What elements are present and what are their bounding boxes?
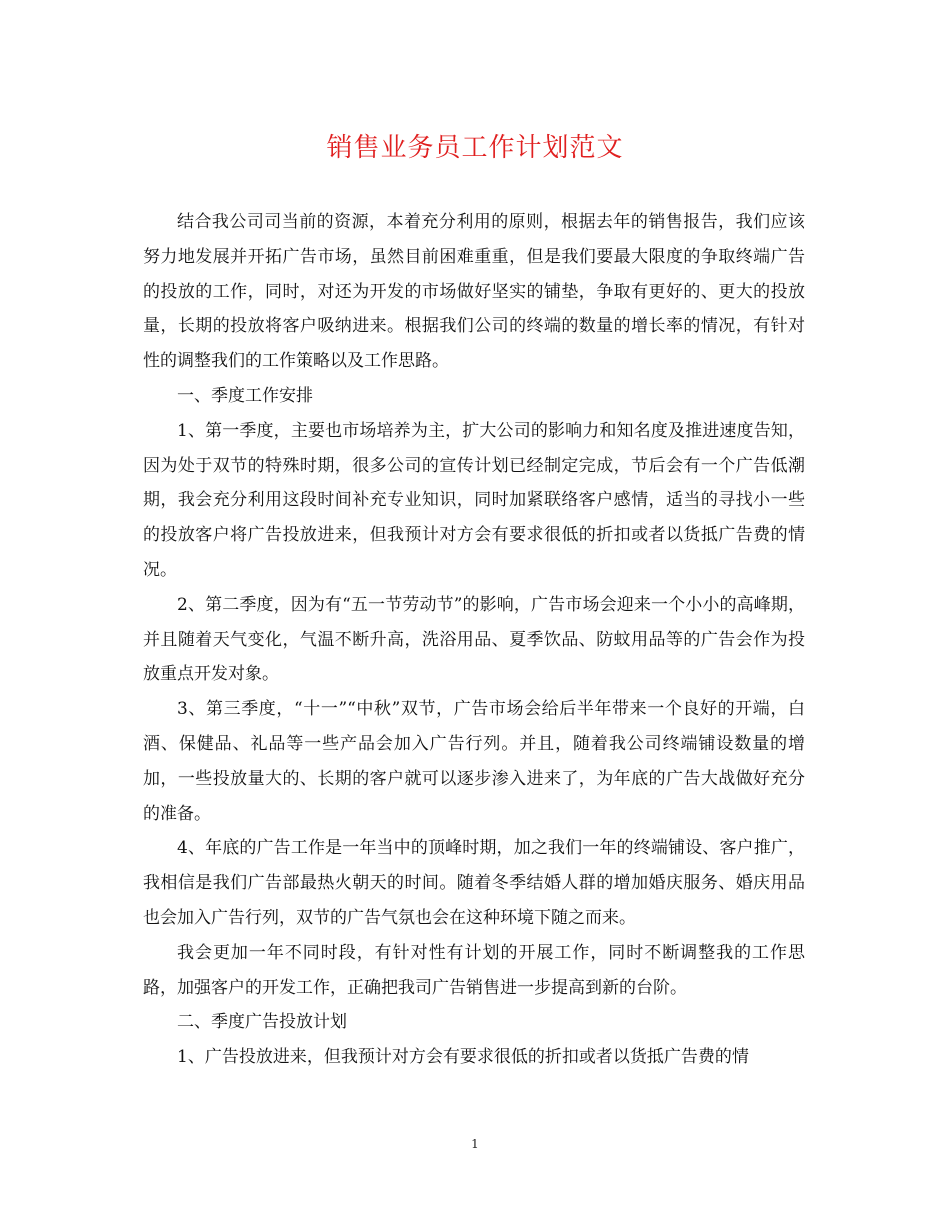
paragraph-third-quarter: 3、第三季度，“十一”“中秋”双节，广告市场会给后半年带来一个良好的开端，白酒、保健品、礼品等一些产品会加入广告行列。并且，随着我公司终端铺设数量的增加，一些投放量大的、长期的客户就可以逐步渗入进来了，为年底的广告大战做好充分的准备。	[143, 699, 805, 824]
paragraph-ad-plan-item-1: 1、广告投放进来，但我预计对方会有要求很低的折扣或者以货抵广告费的情	[177, 1047, 749, 1068]
section-heading-ad-plan: 二、季度广告投放计划	[177, 1012, 347, 1033]
paragraph-summary: 我会更加一年不同时段，有针对性有计划的开展工作，同时不断调整我的工作思路，加强客户的开发工作，正确把我司广告销售进一步提高到新的台阶。	[143, 942, 805, 998]
paragraph-first-quarter: 1、第一季度，主要也市场培养为主，扩大公司的影响力和知名度及推进速度告知，因为处于双节的特殊时期，很多公司的宣传计划已经制定完成，节后会有一个广告低潮期，我会充分利用这段时间补充专业知识，同时加紧联络客户感情，适当的寻找小一些的投放客户将广告投放进来，但我预计对方会有要求很低的折扣或者以货抵广告费的情况。	[143, 420, 805, 580]
document-body	[143, 205, 805, 1075]
section-heading-quarterly-arrangement: 一、季度工作安排	[177, 385, 313, 406]
document-title: 销售业务员工作计划范文	[326, 133, 624, 163]
page-number: 1	[471, 1137, 479, 1151]
paragraph-intro: 结合我公司司当前的资源，本着充分利用的原则，根据去年的销售报告，我们应该努力地发展并开拓广告市场，虽然目前困难重重，但是我们要最大限度的争取终端广告的投放的工作，同时，对还为开发的市场做好坚实的铺垫，争取有更好的、更大的投放量，长期的投放将客户吸纳进来。根据我们公司的终端的数量的增长率的情况，有针对性的调整我们的工作策略以及工作思路。	[143, 212, 805, 372]
paragraph-second-quarter: 2、第二季度，因为有“五一节劳动节”的影响，广告市场会迎来一个小小的高峰期，并且随着天气变化，气温不断升高，洗浴用品、夏季饮品、防蚊用品等的广告会作为投放重点开发对象。	[143, 594, 805, 685]
paragraph-year-end: 4、年底的广告工作是一年当中的顶峰时期，加之我们一年的终端铺设、客户推广，我相信是我们广告部最热火朝天的时间。随着冬季结婚人群的增加婚庆服务、婚庆用品也会加入广告行列，双节的广告气氛也会在这种环境下随之而来。	[143, 838, 805, 928]
